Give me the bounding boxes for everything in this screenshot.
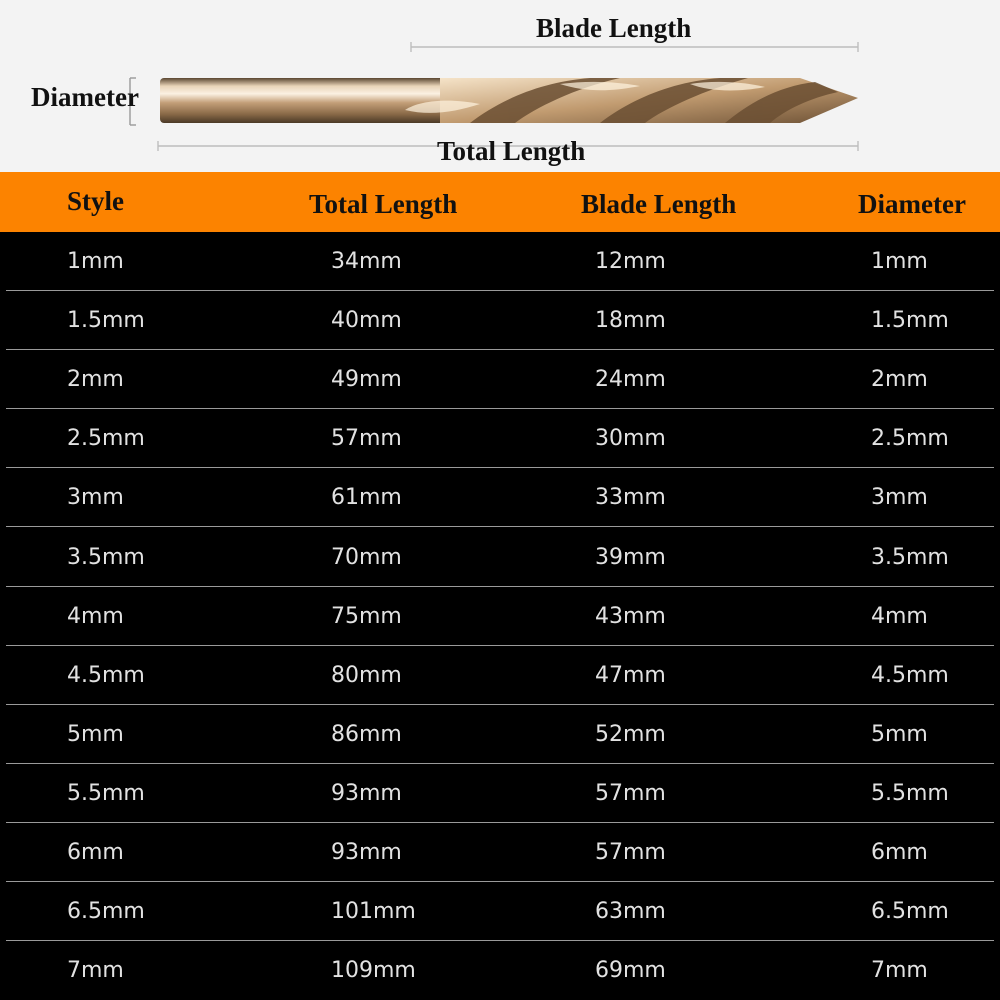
cell-style: 3mm	[67, 485, 124, 511]
cell-diameter: 1.5mm	[871, 308, 949, 334]
table-row	[0, 823, 1000, 882]
table-row	[0, 350, 1000, 409]
header-total-length: Total Length	[309, 189, 458, 219]
cell-blade-length: 33mm	[595, 485, 666, 511]
cell-style: 3.5mm	[67, 544, 145, 570]
cell-total-length: 80mm	[331, 662, 402, 688]
cell-blade-length: 43mm	[595, 603, 666, 629]
cell-blade-length: 57mm	[595, 780, 666, 806]
cell-diameter: 7mm	[871, 958, 928, 984]
cell-style: 2mm	[67, 367, 124, 393]
cell-total-length: 86mm	[331, 721, 402, 747]
cell-blade-length: 47mm	[595, 662, 666, 688]
cell-diameter: 4mm	[871, 603, 928, 629]
cell-total-length: 93mm	[331, 780, 402, 806]
cell-diameter: 6.5mm	[871, 899, 949, 925]
cell-style: 5mm	[67, 721, 124, 747]
cell-style: 1mm	[67, 249, 124, 274]
cell-blade-length: 57mm	[595, 840, 666, 865]
blade-length-label: Blade Length	[536, 13, 692, 43]
diameter-label: Diameter	[31, 82, 139, 112]
table-row	[0, 941, 1000, 1000]
cell-diameter: 6mm	[871, 840, 928, 865]
cell-style: 6mm	[67, 840, 124, 865]
table-row	[0, 232, 1000, 291]
cell-blade-length: 30mm	[595, 426, 666, 452]
cell-blade-length: 18mm	[595, 308, 666, 334]
table-row	[0, 705, 1000, 764]
cell-total-length: 109mm	[331, 958, 416, 984]
table-row	[0, 528, 1000, 587]
cell-total-length: 93mm	[331, 840, 402, 865]
cell-style: 2.5mm	[67, 426, 145, 452]
table-row	[0, 764, 1000, 823]
cell-total-length: 75mm	[331, 603, 402, 629]
cell-diameter: 1mm	[871, 249, 928, 274]
cell-total-length: 49mm	[331, 367, 402, 393]
table-row	[0, 646, 1000, 705]
cell-style: 7mm	[67, 958, 124, 984]
cell-total-length: 70mm	[331, 544, 402, 570]
cell-style: 4mm	[67, 603, 124, 629]
cell-diameter: 5mm	[871, 721, 928, 747]
cell-blade-length: 39mm	[595, 544, 666, 570]
cell-total-length: 34mm	[331, 249, 402, 274]
cell-style: 6.5mm	[67, 899, 145, 925]
cell-style: 1.5mm	[67, 308, 145, 334]
header-style: Style	[67, 186, 124, 216]
table-row	[0, 291, 1000, 350]
table-row	[0, 409, 1000, 468]
cell-blade-length: 69mm	[595, 958, 666, 984]
table-row	[0, 587, 1000, 646]
cell-total-length: 40mm	[331, 308, 402, 334]
header-blade-length: Blade Length	[581, 189, 737, 219]
cell-total-length: 57mm	[331, 426, 402, 452]
drill-shank	[160, 78, 460, 123]
cell-diameter: 5.5mm	[871, 780, 949, 806]
cell-diameter: 4.5mm	[871, 662, 949, 688]
cell-blade-length: 63mm	[595, 899, 666, 925]
cell-style: 5.5mm	[67, 780, 145, 806]
size-table	[0, 232, 1000, 1000]
drill-bit-diagram	[0, 0, 1000, 172]
cell-blade-length: 24mm	[595, 367, 666, 393]
cell-diameter: 2mm	[871, 367, 928, 393]
table-row	[0, 468, 1000, 527]
cell-style: 4.5mm	[67, 662, 145, 688]
cell-total-length: 101mm	[331, 899, 416, 925]
cell-diameter: 2.5mm	[871, 426, 949, 452]
cell-diameter: 3mm	[871, 485, 928, 511]
table-header	[0, 172, 1000, 232]
total-length-label: Total Length	[437, 136, 586, 166]
table-row	[0, 882, 1000, 941]
cell-diameter: 3.5mm	[871, 544, 949, 570]
header-diameter: Diameter	[858, 189, 966, 219]
cell-total-length: 61mm	[331, 485, 402, 511]
cell-blade-length: 52mm	[595, 721, 666, 747]
cell-blade-length: 12mm	[595, 249, 666, 274]
